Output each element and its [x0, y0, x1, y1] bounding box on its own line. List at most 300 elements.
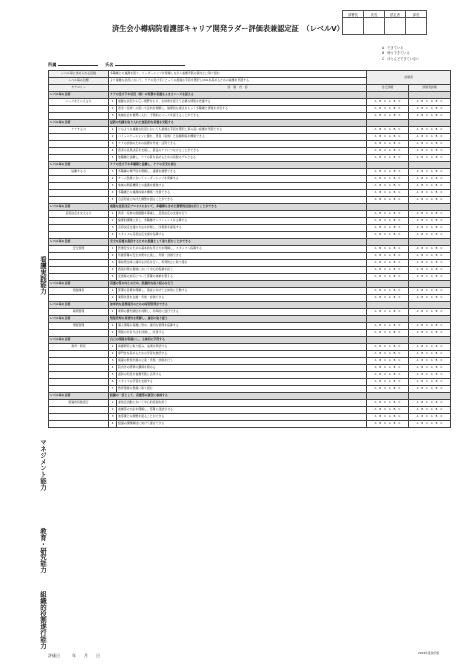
supervisor-eval-options[interactable]: A B C A B C — [409, 260, 451, 267]
item-number: 3 — [109, 225, 117, 232]
criteria-text: 教育環境の整備に取り組む — [117, 386, 367, 393]
criteria-text: 委員会活動において中心的役割を担う — [117, 400, 367, 407]
criteria-text: ケアの評価のための指標を作成・活用できる — [117, 141, 367, 148]
self-eval-options[interactable]: A B C A B C — [367, 183, 409, 190]
stamp-cell[interactable] — [343, 18, 364, 35]
stamp-header: 部署長 — [343, 11, 364, 18]
self-eval-options[interactable]: A B C A B C — [367, 211, 409, 218]
criteria-text: 患者・家族の価値観を尊重し、意思決定の支援を行う — [117, 211, 367, 218]
criteria-text: 情報の共有方法を評価し、改善する — [117, 330, 367, 337]
item-number: 3 — [109, 260, 117, 267]
item-number: 1 — [109, 169, 117, 176]
supervisor-eval-options[interactable]: A B C A B C — [409, 400, 451, 407]
target-row — [49, 162, 451, 169]
self-eval-options[interactable]: A B C A B C — [367, 386, 409, 393]
criteria-row — [49, 365, 451, 372]
legend-item: C ほとんどできていない — [382, 56, 420, 61]
name-field[interactable] — [115, 65, 185, 66]
supervisor-eval-blank — [409, 162, 451, 169]
subcategory-label — [49, 232, 109, 239]
self-eval-options[interactable]: A B C A B C — [367, 190, 409, 197]
criteria-row — [49, 190, 451, 197]
target-row — [49, 316, 451, 323]
target-label: レベル毎の目標 — [49, 337, 109, 344]
criteria-text: 事故発生時に適切な対応を行い、再発防止に取り組む — [117, 260, 367, 267]
supervisor-eval-blank — [409, 239, 451, 246]
criteria-text: 患者の意思決定を支援し、最良のケアにつなげることができる — [117, 148, 367, 155]
criteria-row — [49, 344, 451, 351]
item-number: 2 — [109, 218, 117, 225]
subcategory-label — [49, 106, 109, 113]
subcategory-label: 組織運営 — [49, 288, 109, 295]
item-number: 1 — [109, 309, 117, 316]
criteria-text: 専門性を高めるための学習を継続する — [117, 351, 367, 358]
supervisor-eval-blank — [409, 92, 451, 99]
self-eval-options[interactable]: A B C A B C — [367, 295, 409, 302]
target-label: レベル毎の目標 — [49, 204, 109, 211]
item-number: 4 — [109, 267, 117, 274]
target-text: 情報管理の重要性を理解し、適切に取り扱う — [109, 316, 367, 323]
item-number: 2 — [109, 407, 117, 414]
item-number: 3 — [109, 183, 117, 190]
subcategory-label — [49, 407, 109, 414]
supervisor-eval-options[interactable]: A B C A B C — [409, 330, 451, 337]
criteria-text: 院内外の研修の講師を務める — [117, 365, 367, 372]
criteria-text: 複雑な状況から広い視野をもち、全体像を捉えて必要な情報を把握する — [117, 99, 367, 106]
section-label: 看護実践能力 — [39, 255, 47, 295]
supervisor-eval-options[interactable]: A B C A B C — [409, 134, 451, 141]
self-eval-options[interactable]: A B C A B C — [367, 246, 409, 253]
target-label: レベル毎の目標 — [49, 281, 109, 288]
item-number: 5 — [109, 155, 117, 162]
criteria-text: コミュニケーションに優れ、患者（家族）と信頼関係を構築できる — [117, 134, 367, 141]
target-label: レベル毎の目標 — [49, 120, 109, 127]
criteria-text: 所属部署の安全対策を立案し、実施・評価できる — [117, 253, 367, 260]
supervisor-eval-options[interactable]: A B C A B C — [409, 169, 451, 176]
self-eval-blank — [367, 204, 409, 211]
target-text: 組織の一員として、看護部の運営に参画する — [109, 393, 367, 400]
criteria-text: 感染対策の推進において中心的役割を担う — [117, 267, 367, 274]
criteria-row — [49, 148, 451, 155]
supervisor-eval-options[interactable]: A B C A B C — [409, 407, 451, 414]
self-eval-options[interactable]: A B C A B C — [367, 155, 409, 162]
subcategory-label — [49, 386, 109, 393]
criteria-row — [49, 127, 451, 134]
target-label: レベル毎の目標 — [49, 162, 109, 169]
criteria-row — [49, 295, 451, 302]
supervisor-eval-options[interactable]: A B C A B C — [409, 358, 451, 365]
target-label: レベル毎の目標 — [49, 302, 109, 309]
criteria-row — [49, 134, 451, 141]
target-row — [49, 120, 451, 127]
criteria-row — [49, 99, 451, 106]
criteria-text: 看護研究に取り組み、成果を発表する — [117, 344, 367, 351]
self-eval-options[interactable]: A B C A B C — [367, 421, 409, 428]
self-eval-options[interactable]: A B C A B C — [367, 148, 409, 155]
supervisor-eval-blank — [409, 204, 451, 211]
self-eval-blank — [367, 281, 409, 288]
target-label: レベル毎の目標 — [49, 393, 109, 400]
criteria-text: 看護部の方針を理解し、部署に浸透させる — [117, 407, 367, 414]
supervisor-eval-options[interactable]: A B C A B C — [409, 183, 451, 190]
revision-note: 2019年度改訂版 — [418, 651, 440, 655]
item-number: 5 — [109, 197, 117, 204]
supervisor-eval-options[interactable]: A B C A B C — [409, 421, 451, 428]
criteria-text: 多職種との連携体制を構築・改善できる — [117, 190, 367, 197]
supervisor-eval-options[interactable]: A B C A B C — [409, 274, 451, 281]
subcategory-label — [49, 155, 109, 162]
self-eval-options[interactable]: A B C A B C — [367, 106, 409, 113]
item-number: 1 — [109, 127, 117, 134]
subcategory-label: ニーズをとらえる力 — [49, 99, 109, 106]
item-number: 2 — [109, 134, 117, 141]
subcategory-label: 時間管理 — [49, 309, 109, 316]
item-number: 1 — [109, 246, 117, 253]
self-eval-options[interactable]: A B C A B C — [367, 176, 409, 183]
target-label: レベル毎の目標 — [49, 239, 109, 246]
subcategory-label — [49, 141, 109, 148]
subcategory-label — [49, 260, 109, 267]
item-number: 2 — [109, 351, 117, 358]
supervisor-eval-options[interactable]: A B C A B C — [409, 414, 451, 421]
self-eval-blank — [367, 337, 409, 344]
criteria-text: 最新の知見を看護実践に活用する — [117, 372, 367, 379]
supervisor-eval-blank — [409, 316, 451, 323]
supervisor-eval-options[interactable]: A B C A B C — [409, 211, 451, 218]
self-eval-options[interactable]: A B C A B C — [367, 379, 409, 386]
criteria-row — [49, 379, 451, 386]
criteria-text: 倫理的課題に対し、多職種カンファレンスを主導する — [117, 218, 367, 225]
subcategory-label — [49, 295, 109, 302]
target-label: レベル毎の目標 — [49, 92, 109, 99]
stamp-header: 部長 — [406, 11, 427, 18]
subcategory-label — [49, 176, 109, 183]
criteria-text: 他職種と協働し、ケアの質を高めるための役割モデルとなる — [117, 155, 367, 162]
criteria-row — [49, 197, 451, 204]
item-number: 4 — [109, 148, 117, 155]
self-eval-options[interactable]: A B C A B C — [367, 365, 409, 372]
criteria-row — [49, 330, 451, 337]
self-eval-blank — [367, 92, 409, 99]
item-number: 3 — [109, 414, 117, 421]
criteria-text: スタッフの意思決定支援を指導する — [117, 232, 367, 239]
subcategory-label — [49, 267, 109, 274]
self-eval-options[interactable]: A B C A B C — [367, 330, 409, 337]
name-label: 氏名 — [105, 62, 114, 67]
supervisor-eval-options[interactable]: A B C A B C — [409, 365, 451, 372]
criteria-row — [49, 386, 451, 393]
self-eval-blank — [367, 316, 409, 323]
self-eval-options[interactable]: A B C A B C — [367, 351, 409, 358]
supervisor-eval-options[interactable]: A B C A B C — [409, 386, 451, 393]
criteria-row — [49, 183, 451, 190]
supervisor-eval-options[interactable]: A B C A B C — [409, 127, 451, 134]
subcategory-label — [49, 379, 109, 386]
item-number: 2 — [109, 253, 117, 260]
self-eval-options[interactable]: A B C A B C — [367, 372, 409, 379]
subcategory-label: ケアする力 — [49, 127, 109, 134]
supervisor-eval-options[interactable]: A B C A B C — [409, 372, 451, 379]
target-row — [49, 337, 451, 344]
criteria-row — [49, 211, 451, 218]
criteria-row — [49, 421, 451, 428]
supervisor-eval-options[interactable]: A B C A B C — [409, 113, 451, 120]
stamp-cell[interactable] — [385, 18, 406, 35]
subcategory-label — [49, 274, 109, 281]
self-eval-options[interactable]: A B C A B C — [367, 218, 409, 225]
self-eval-options[interactable]: A B C A B C — [367, 309, 409, 316]
target-row — [49, 393, 451, 400]
supervisor-eval-options[interactable]: A B C A B C — [409, 351, 451, 358]
approval-stamp-box — [342, 10, 427, 35]
item-number: 3 — [109, 358, 117, 365]
self-eval-options[interactable]: A B C A B C — [367, 274, 409, 281]
target-text: ケアの受け手や状況（場）の特徴や看護をふまえニーズを捉える — [109, 92, 367, 99]
self-eval-options[interactable]: A B C A B C — [367, 197, 409, 204]
target-text: 安全な看護を提供するために組織として取り組むことができる — [109, 239, 367, 246]
criteria-row — [49, 253, 451, 260]
supervisor-eval-options[interactable]: A B C A B C — [409, 148, 451, 155]
criteria-text: 個人情報の保護に努め、適切な管理を指導する — [117, 323, 367, 330]
subcategory-label — [49, 225, 109, 232]
section-label: マネジメント能力 — [39, 439, 47, 491]
item-number: 5 — [109, 274, 117, 281]
item-number: 1 — [109, 99, 117, 106]
item-number: 6 — [109, 379, 117, 386]
criteria-row — [49, 169, 451, 176]
subcategory-label — [49, 365, 109, 372]
supervisor-eval-options[interactable]: A B C A B C — [409, 155, 451, 162]
supervisor-eval-options[interactable]: A B C A B C — [409, 246, 451, 253]
criteria-text: 部署の目標を理解し、達成に向けて主体的に行動する — [117, 288, 367, 295]
stamp-cell[interactable] — [364, 18, 385, 35]
self-eval-options[interactable]: A B C A B C — [367, 113, 409, 120]
subcategory-label: 安全管理 — [49, 246, 109, 253]
supervisor-eval-options[interactable]: A B C A B C — [409, 99, 451, 106]
self-eval-blank — [367, 393, 409, 400]
target-row — [49, 302, 451, 309]
self-eval-options[interactable]: A B C A B C — [367, 407, 409, 414]
subcategory-label — [49, 372, 109, 379]
supervisor-eval-options[interactable]: A B C A B C — [409, 295, 451, 302]
criteria-text: 後輩の教育計画の立案・実施・評価を行う — [117, 358, 367, 365]
self-eval-blank — [367, 239, 409, 246]
criteria-text: 他部署との調整を図ることができる — [117, 414, 367, 421]
item-number: 4 — [109, 190, 117, 197]
supervisor-eval-options[interactable]: A B C A B C — [409, 344, 451, 351]
self-eval-header: 自己評価 — [367, 85, 409, 92]
evaluation-date: 評価日 年 月 日 — [48, 653, 100, 658]
supervisor-eval-options[interactable]: A B C A B C — [409, 218, 451, 225]
subcategory-label — [49, 358, 109, 365]
self-eval-options[interactable]: A B C A B C — [367, 414, 409, 421]
stamp-cell[interactable] — [406, 18, 427, 35]
target-text: 看護の質の向上のため、組織的な取り組みを行う — [109, 281, 367, 288]
supervisor-eval-options[interactable]: A B C A B C — [409, 141, 451, 148]
subcategory-label — [49, 190, 109, 197]
evaluation-table — [48, 70, 451, 428]
criteria-text: 合意形成に向けた調整を図ることができる — [117, 197, 367, 204]
subcategory-label: 教育・研究 — [49, 344, 109, 351]
item-number: 2 — [109, 330, 117, 337]
criteria-row — [49, 106, 451, 113]
page-title: 済生会小樽病院看護部キャリア開発ラダー評価表兼認定証 （レベルⅤ） — [112, 24, 344, 33]
self-eval-options[interactable]: A B C A B C — [367, 127, 409, 134]
criteria-text: 多職種の専門性を理解し、連携を調整できる — [117, 169, 367, 176]
self-eval-options[interactable]: A B C A B C — [367, 267, 409, 274]
item-number: 2 — [109, 176, 117, 183]
subcategory-label — [49, 253, 109, 260]
self-eval-blank — [367, 162, 409, 169]
criteria-text: どのような複雑な状況においても最適な手段を選択し質の高い看護を実践できる — [117, 127, 367, 134]
legend-item: A できている — [382, 46, 404, 50]
criteria-header: 評 価 内 容 — [109, 85, 367, 92]
supervisor-eval-options[interactable]: A B C A B C — [409, 379, 451, 386]
subcategory-label — [49, 183, 109, 190]
subcategory-label — [49, 148, 109, 155]
supervisor-eval-options[interactable]: A B C A B C — [409, 288, 451, 295]
criteria-text: 災害時の対応について部署の体制を整える — [117, 274, 367, 281]
item-number: 1 — [109, 344, 117, 351]
target-label: レベル毎の目標 — [49, 78, 109, 85]
self-eval-options[interactable]: A B C A B C — [367, 232, 409, 239]
supervisor-eval-options[interactable]: A B C A B C — [409, 225, 451, 232]
target-row — [49, 239, 451, 246]
role-label: レベル毎に求められる役割 — [49, 71, 109, 78]
item-number: 1 — [109, 211, 117, 218]
criteria-row — [49, 218, 451, 225]
section-label: 組織的役割遂行能力 — [39, 591, 47, 649]
ward-field[interactable] — [58, 65, 98, 66]
criteria-text: スタッフの学習を支援する — [117, 379, 367, 386]
criteria-row — [49, 407, 451, 414]
criteria-text: 業務の優先順位を判断し、効率的に遂行できる — [117, 309, 367, 316]
supervisor-eval-options[interactable]: A B C A B C — [409, 176, 451, 183]
criteria-text: 組織の課題解決に向けて提言できる — [117, 421, 367, 428]
supervisor-eval-blank — [409, 302, 451, 309]
item-number: 5 — [109, 372, 117, 379]
criteria-text: 地域社会を視野に入れ、予測的にニーズを捉えることができる — [117, 113, 367, 120]
supervisor-eval-blank — [409, 337, 451, 344]
subcategory-label: 協働する力 — [49, 169, 109, 176]
subcategory-label: 組織的役割遂行 — [49, 400, 109, 407]
criteria-text: チーム医療においてリーダーシップを発揮する — [117, 176, 367, 183]
criteria-row — [49, 113, 451, 120]
criteria-text: 意思決定支援の方法を評価し、改善策を提案する — [117, 225, 367, 232]
self-eval-options[interactable]: A B C A B C — [367, 225, 409, 232]
criteria-row — [49, 176, 451, 183]
criteria-text: 患者（家族）の思いや意向を理解し、倫理的な視点をもって多職種と情報を共有する — [117, 106, 367, 113]
self-eval-options[interactable]: A B C A B C — [367, 260, 409, 267]
target-text: 最新の知識を取り入れた創造的な看護を実践する — [109, 120, 367, 127]
self-eval-options[interactable]: A B C A B C — [367, 288, 409, 295]
item-number: 2 — [109, 106, 117, 113]
role-text: 多職種との連携を図り、リーダーシップを発揮しながら看護実践の質向上に取り組む — [109, 71, 367, 78]
supervisor-eval-options[interactable]: A B C A B C — [409, 253, 451, 260]
self-eval-options[interactable]: A B C A B C — [367, 358, 409, 365]
supervisor-eval-blank — [409, 393, 451, 400]
supervisor-eval-options[interactable]: A B C A B C — [409, 190, 451, 197]
category-header: カテゴリー — [49, 85, 109, 92]
self-eval-options[interactable]: A B C A B C — [367, 344, 409, 351]
criteria-row — [49, 288, 451, 295]
criteria-row — [49, 372, 451, 379]
target-text: 効率的な業務運営のための時間管理ができる — [109, 302, 367, 309]
self-eval-options[interactable]: A B C A B C — [367, 134, 409, 141]
target-row — [49, 204, 451, 211]
supervisor-eval-header: 評価者評価 — [409, 85, 451, 92]
self-eval-options[interactable]: A B C A B C — [367, 99, 409, 106]
item-number: 2 — [109, 295, 117, 302]
target-row — [49, 281, 451, 288]
item-number: 1 — [109, 400, 117, 407]
legend — [382, 46, 419, 62]
self-eval-options[interactable]: A B C A B C — [367, 400, 409, 407]
criteria-row — [49, 358, 451, 365]
target-text: より複雑な状況において、ケアの受け手にとっての最適な手段を選択しQOLを高めるための看護を実践する — [109, 78, 367, 85]
applicant-info — [48, 62, 191, 68]
item-number: 4 — [109, 421, 117, 428]
stamp-header: 次長 — [364, 11, 385, 18]
subcategory-label — [49, 421, 109, 428]
criteria-row — [49, 323, 451, 330]
subcategory-label: 意思決定を支える力 — [49, 211, 109, 218]
self-eval-options[interactable]: A B C A B C — [367, 323, 409, 330]
subcategory-label — [49, 330, 109, 337]
supervisor-eval-options[interactable]: A B C A B C — [409, 323, 451, 330]
target-text: 自己の課題を明確にし、主体的に学習する — [109, 337, 367, 344]
supervisor-eval-options[interactable]: A B C A B C — [409, 197, 451, 204]
self-eval-blank — [367, 302, 409, 309]
criteria-text: 地域の関係機関との連携を推進する — [117, 183, 367, 190]
stamp-header: 認定者 — [385, 11, 406, 18]
ward-label: 所属 — [48, 62, 57, 67]
subcategory-label — [49, 414, 109, 421]
supervisor-eval-options[interactable]: A B C A B C — [409, 232, 451, 239]
supervisor-eval-blank — [409, 281, 451, 288]
criteria-row — [49, 225, 451, 232]
self-eval-blank — [367, 120, 409, 127]
criteria-text: 医療安全のための基本的な考え方を理解し、スタッフへ指導する — [117, 246, 367, 253]
self-eval-options[interactable]: A B C A B C — [367, 169, 409, 176]
supervisor-eval-options[interactable]: A B C A B C — [409, 267, 451, 274]
supervisor-eval-options[interactable]: A B C A B C — [409, 309, 451, 316]
subcategory-label: 情報管理 — [49, 323, 109, 330]
supervisor-eval-options[interactable]: A B C A B C — [409, 106, 451, 113]
subcategory-label — [49, 197, 109, 204]
item-number: 3 — [109, 141, 117, 148]
item-number: 3 — [109, 113, 117, 120]
criteria-row — [49, 414, 451, 421]
subcategory-label — [49, 113, 109, 120]
self-eval-options[interactable]: A B C A B C — [367, 253, 409, 260]
target-text: 複雑な意思決定プロセスにおいて、多職種も含めた調整的役割を担うことができる — [109, 204, 367, 211]
criteria-row — [49, 232, 451, 239]
target-label: レベル毎の目標 — [49, 316, 109, 323]
evaluator-header: 評価者 — [367, 71, 451, 85]
subcategory-label — [49, 218, 109, 225]
criteria-row — [49, 246, 451, 253]
criteria-row — [49, 274, 451, 281]
item-number: 7 — [109, 386, 117, 393]
self-eval-options[interactable]: A B C A B C — [367, 141, 409, 148]
subcategory-label — [49, 134, 109, 141]
item-number: 1 — [109, 323, 117, 330]
criteria-row — [49, 400, 451, 407]
criteria-row — [49, 155, 451, 162]
subcategory-label — [49, 351, 109, 358]
supervisor-eval-blank — [409, 120, 451, 127]
